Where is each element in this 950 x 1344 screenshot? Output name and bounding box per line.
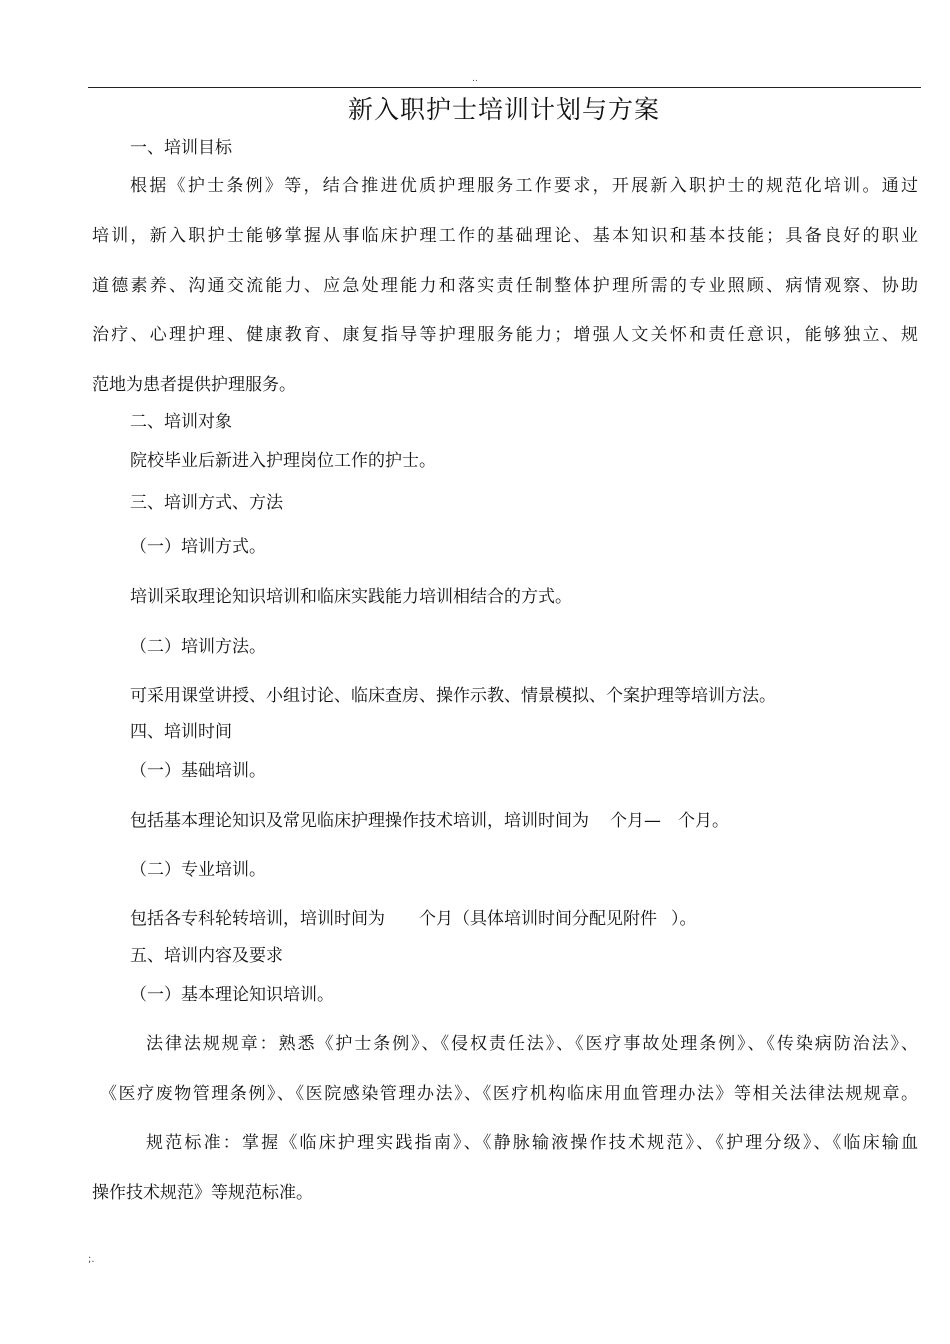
goals-paragraph-line-5: 范地为患者提供护理服务。	[92, 375, 296, 395]
training-method-text: 可采用课堂讲授、小组讨论、临床查房、操作示教、情景模拟、个案护理等培训方法。	[130, 686, 776, 706]
training-mode-text: 培训采取理论知识培训和临床实践能力培训相结合的方式。	[130, 587, 572, 607]
goals-paragraph-line-2: 培训，新入职护士能够掌握从事临床护理工作的基础理论、基本知识和基本技能；具备良好的职业	[92, 226, 918, 246]
subheading-specialty-training: （二）专业培训。	[130, 860, 266, 880]
subheading-training-method: （二）培训方法。	[130, 637, 266, 657]
specialty-training-text-b: 个月（具体培训时间分配见附件	[419, 909, 657, 929]
standards-line-2: 操作技术规范》等规范标准。	[92, 1183, 313, 1203]
goals-paragraph-line-4: 治疗、心理护理、健康教育、康复指导等护理服务能力；增强人文关怀和责任意识，能够独立、规	[92, 325, 918, 345]
footer-mark: ;.	[88, 1254, 95, 1265]
goals-paragraph-line-3: 道德素养、沟通交流能力、应急处理能力和落实责任制整体护理所需的专业照顾、病情观察、协助	[92, 276, 918, 296]
basic-training-text-b: 个月—	[610, 811, 661, 831]
subheading-training-mode: （一）培训方式。	[130, 537, 266, 557]
subheading-basic-training: （一）基础培训。	[130, 761, 266, 781]
header-rule	[88, 87, 921, 88]
subheading-theory-training: （一）基本理论知识培训。	[130, 985, 334, 1005]
laws-line-2: 《医疗废物管理条例》、《医院感染管理办法》、《医疗机构临床用血管理办法》等相关法律法规规章。	[100, 1084, 918, 1104]
specialty-training-text	[130, 908, 697, 930]
specialty-training-text-c: ）。	[671, 909, 697, 929]
basic-training-text-a: 包括基本理论知识及常见临床护理操作技术培训，培训时间为	[130, 811, 589, 831]
section-heading-content: 五、培训内容及要求	[130, 946, 283, 966]
goals-paragraph-line-1: 根据《护士条例》等，结合推进优质护理服务工作要求，开展新入职护士的规范化培训。通过	[130, 176, 918, 196]
standards-line-1: 规范标准：掌握《临床护理实践指南》、《静脉输液操作技术规范》、《护理分级》、《临床输血	[146, 1133, 918, 1153]
target-text: 院校毕业后新进入护理岗位工作的护士。	[130, 451, 436, 471]
document-title: 新入职护士培训计划与方案	[347, 95, 660, 124]
section-heading-target: 二、培训对象	[130, 412, 232, 432]
section-heading-methods: 三、培训方式、方法	[130, 493, 283, 513]
specialty-training-text-a: 包括各专科轮转培训，培训时间为	[130, 909, 385, 929]
section-heading-goals: 一、培训目标	[130, 138, 232, 158]
basic-training-text-c: 个月。	[678, 811, 729, 831]
header-mark: ..	[472, 74, 478, 84]
laws-line-1: 法律法规规章：熟悉《护士条例》、《侵权责任法》、《医疗事故处理条例》、《传染病防治法》、	[146, 1034, 918, 1054]
section-heading-time: 四、培训时间	[130, 722, 232, 742]
basic-training-text	[130, 810, 729, 832]
